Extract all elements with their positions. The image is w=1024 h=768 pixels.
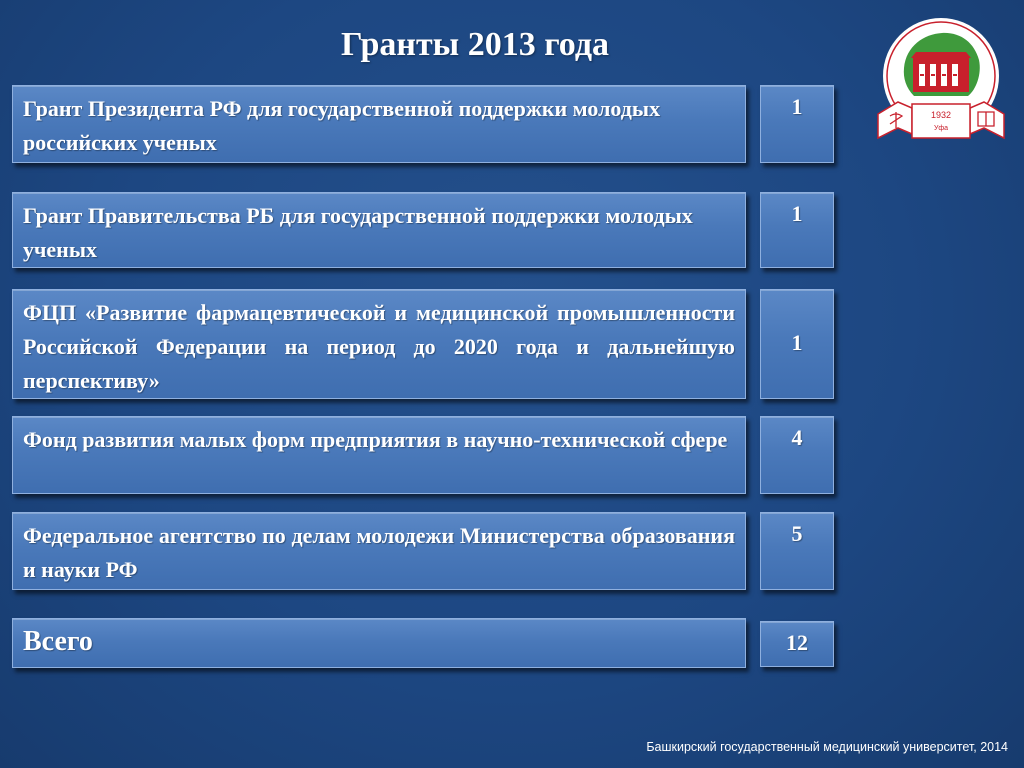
grant-label: Грант Президента РФ для государственной поддержки молодых российских ученых bbox=[23, 96, 661, 155]
grant-row-label bbox=[12, 85, 746, 163]
grant-count-value: 5 bbox=[791, 521, 803, 546]
grant-count bbox=[760, 512, 834, 590]
grant-count-value: 4 bbox=[791, 425, 803, 450]
total-row-label bbox=[12, 618, 746, 668]
total-count-value: 12 bbox=[786, 630, 808, 655]
university-logo bbox=[876, 16, 1006, 146]
grant-row-label bbox=[12, 416, 746, 494]
grant-count-value: 1 bbox=[791, 94, 803, 119]
grant-count bbox=[760, 192, 834, 268]
grant-row-label bbox=[12, 192, 746, 268]
grant-label: Федеральное агентство по делам молодежи Министерства образования и науки РФ bbox=[23, 523, 735, 582]
grant-label: Фонд развития малых форм предприятия в научно-технической сфере bbox=[23, 427, 728, 452]
footer-text: Башкирский государственный медицинский университет, 2014 bbox=[646, 740, 1008, 754]
grant-label: Грант Правительства РБ для государственной поддержки молодых ученых bbox=[23, 203, 693, 262]
grant-count-value: 1 bbox=[791, 330, 803, 355]
grant-label: ФЦП «Развитие фармацевтической и медицинской промышленности Российской Федерации на период до 2020 года и дальнейшую перспективу» bbox=[23, 300, 735, 393]
grant-row-label bbox=[12, 512, 746, 590]
logo-year: 1932 bbox=[930, 110, 952, 120]
page-title: Гранты 2013 года bbox=[340, 26, 610, 63]
grant-count-value: 1 bbox=[791, 201, 803, 226]
total-count bbox=[760, 621, 834, 667]
grant-count bbox=[760, 416, 834, 494]
total-label: Всего bbox=[23, 626, 93, 657]
logo-city: Уфа bbox=[933, 125, 949, 132]
grant-count bbox=[760, 85, 834, 163]
grant-count bbox=[760, 289, 834, 399]
grant-row-label bbox=[12, 289, 746, 399]
